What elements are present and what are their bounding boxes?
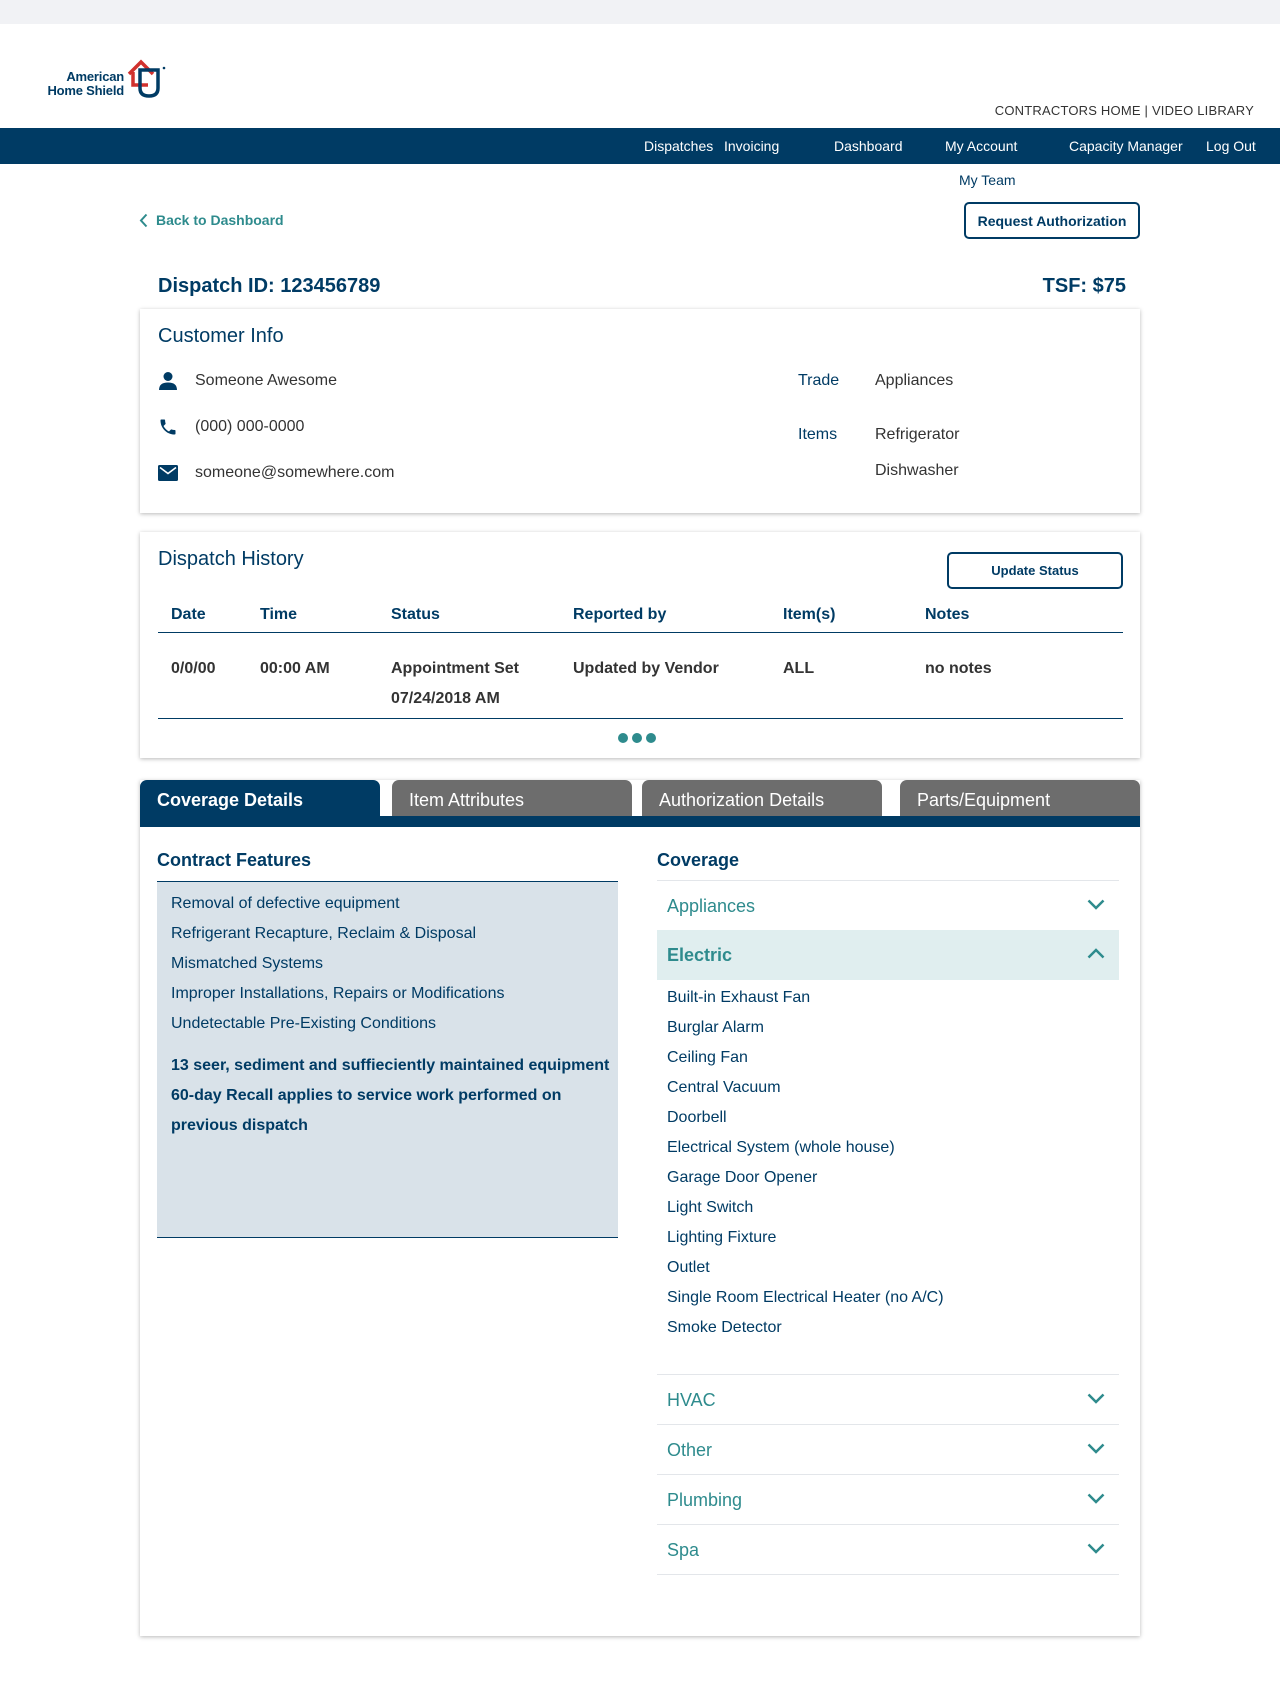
electric-item[interactable]: Doorbell — [667, 1109, 727, 1126]
contract-feature-note: previous dispatch — [171, 1117, 308, 1134]
column-header-time: Time — [260, 606, 298, 623]
cell-status-line-2: 07/24/2018 AM — [391, 690, 500, 707]
coverage-title: Coverage — [657, 850, 740, 870]
accordion-appliances[interactable] — [657, 880, 1119, 930]
column-header-notes: Notes — [925, 606, 970, 623]
chevron-up-icon — [1087, 948, 1105, 959]
customer-email-row — [158, 463, 394, 483]
nav-dispatches[interactable]: Dispatches — [644, 138, 714, 154]
logo-text — [40, 70, 124, 98]
accordion-label: Plumbing — [667, 1490, 743, 1510]
cell-date: 0/0/00 — [171, 660, 216, 677]
chevron-down-icon — [1087, 1493, 1105, 1504]
contract-feature-item: Improper Installations, Repairs or Modifications — [171, 985, 505, 1002]
cell-reported-by: Updated by Vendor — [573, 660, 719, 677]
chevron-down-icon — [1087, 1443, 1105, 1454]
customer-phone[interactable]: (000) 000-0000 — [195, 418, 305, 435]
accordion-label: Appliances — [667, 896, 756, 916]
tab-item-attributes[interactable]: Item Attributes — [392, 780, 632, 816]
contract-feature-item: Removal of defective equipment — [171, 895, 400, 912]
logo-line-2: Home Shield — [47, 83, 124, 98]
cell-status — [391, 654, 519, 714]
contract-feature-note: 13 seer, sediment and suffieciently maintained equipment — [171, 1057, 610, 1074]
nav-invoicing[interactable]: Invoicing — [724, 138, 780, 154]
contract-features-panel — [157, 881, 618, 1238]
logo-line-1: American — [66, 69, 124, 84]
electric-item[interactable]: Single Room Electrical Heater (no A/C) — [667, 1289, 944, 1306]
cell-notes: no notes — [925, 660, 992, 677]
column-header-items: Item(s) — [783, 606, 836, 623]
contract-features-title: Contract Features — [157, 850, 312, 870]
customer-info-card — [140, 309, 1140, 513]
nav-dashboard[interactable]: Dashboard — [834, 138, 903, 154]
row-divider — [158, 718, 1123, 719]
chevron-down-icon — [1087, 899, 1105, 910]
customer-name: Someone Awesome — [195, 372, 338, 389]
column-header-status: Status — [391, 606, 440, 623]
tsf-amount: TSF: $75 — [1042, 275, 1126, 297]
customer-name-row — [158, 371, 337, 391]
house-logo-icon — [124, 56, 168, 100]
request-authorization-button[interactable]: Request Authorization — [964, 202, 1140, 239]
column-header-date: Date — [171, 606, 206, 623]
cell-items: ALL — [783, 660, 815, 677]
trade-value: Appliances — [875, 372, 954, 389]
chevron-down-icon — [1087, 1393, 1105, 1404]
accordion-plumbing[interactable] — [657, 1474, 1119, 1524]
brand-logo[interactable] — [40, 56, 170, 100]
tab-parts-equipment[interactable]: Parts/Equipment — [900, 780, 1140, 816]
item-value: Refrigerator — [875, 426, 960, 443]
customer-phone-row — [158, 417, 304, 437]
electric-item[interactable]: Light Switch — [667, 1199, 754, 1216]
item-value: Dishwasher — [875, 462, 959, 479]
contractors-home-link[interactable]: CONTRACTORS HOME — [994, 103, 1141, 118]
accordion-other[interactable] — [657, 1424, 1119, 1474]
accordion-electric[interactable] — [657, 930, 1119, 980]
utility-links — [995, 103, 1254, 118]
accordion-label: Spa — [667, 1540, 700, 1560]
tab-underline-bar — [140, 816, 1140, 827]
chevron-down-icon — [1087, 1543, 1105, 1554]
tab-authorization-details[interactable]: Authorization Details — [642, 780, 882, 816]
electric-item[interactable]: Burglar Alarm — [667, 1019, 764, 1036]
nav-my-team[interactable]: My Team — [959, 172, 1016, 188]
contract-feature-item: Undetectable Pre-Existing Conditions — [171, 1015, 437, 1032]
contract-feature-item: Refrigerant Recapture, Reclaim & Disposal — [171, 925, 477, 942]
customer-info-title: Customer Info — [158, 325, 284, 347]
accordion-spa[interactable] — [657, 1524, 1119, 1574]
cell-status-line-1: Appointment Set — [391, 660, 519, 677]
items-label: Items — [798, 426, 838, 443]
more-options-icon[interactable] — [618, 733, 656, 743]
back-to-dashboard-link[interactable] — [139, 212, 284, 228]
trade-label: Trade — [798, 372, 840, 389]
dispatch-history-card — [140, 532, 1140, 758]
phone-icon — [158, 417, 178, 437]
nav-capacity-manager[interactable]: Capacity Manager — [1069, 138, 1183, 154]
video-library-link[interactable]: VIDEO LIBRARY — [1151, 103, 1254, 118]
details-tabs-card — [140, 780, 1140, 1636]
contract-feature-note: 60-day Recall applies to service work performed on — [171, 1087, 562, 1104]
main-navbar — [0, 128, 1280, 164]
back-link-label: Back to Dashboard — [156, 212, 284, 228]
tab-coverage-details[interactable]: Coverage Details — [140, 780, 380, 816]
electric-item[interactable]: Outlet — [667, 1259, 710, 1276]
mail-icon — [158, 463, 178, 483]
electric-item[interactable]: Ceiling Fan — [667, 1049, 748, 1066]
header-divider — [158, 632, 1123, 633]
electric-item[interactable]: Lighting Fixture — [667, 1229, 777, 1246]
accordion-bottom-divider — [657, 1574, 1119, 1575]
electric-item[interactable]: Central Vacuum — [667, 1079, 781, 1096]
customer-email[interactable]: someone@somewhere.com — [195, 464, 395, 481]
utility-separator: | — [1140, 103, 1152, 118]
electric-item[interactable]: Smoke Detector — [667, 1319, 782, 1336]
electric-item[interactable]: Electrical System (whole house) — [667, 1139, 895, 1156]
electric-item[interactable]: Built-in Exhaust Fan — [667, 989, 811, 1006]
browser-top-strip — [0, 0, 1280, 24]
chevron-left-icon — [139, 213, 148, 228]
contract-feature-item: Mismatched Systems — [171, 955, 324, 972]
person-icon — [158, 371, 178, 391]
nav-log-out[interactable]: Log Out — [1206, 138, 1256, 154]
accordion-label: Electric — [667, 945, 733, 965]
electric-item[interactable]: Garage Door Opener — [667, 1169, 818, 1186]
dispatch-id: Dispatch ID: 123456789 — [158, 275, 381, 297]
accordion-label: Other — [667, 1440, 713, 1460]
cell-time: 00:00 AM — [260, 660, 330, 677]
nav-my-account[interactable]: My Account — [945, 138, 1018, 154]
dispatch-history-title: Dispatch History — [158, 548, 304, 570]
column-header-reported-by: Reported by — [573, 606, 667, 623]
accordion-hvac[interactable] — [657, 1374, 1119, 1424]
accordion-label: HVAC — [667, 1390, 716, 1410]
update-status-button[interactable]: Update Status — [947, 552, 1123, 589]
